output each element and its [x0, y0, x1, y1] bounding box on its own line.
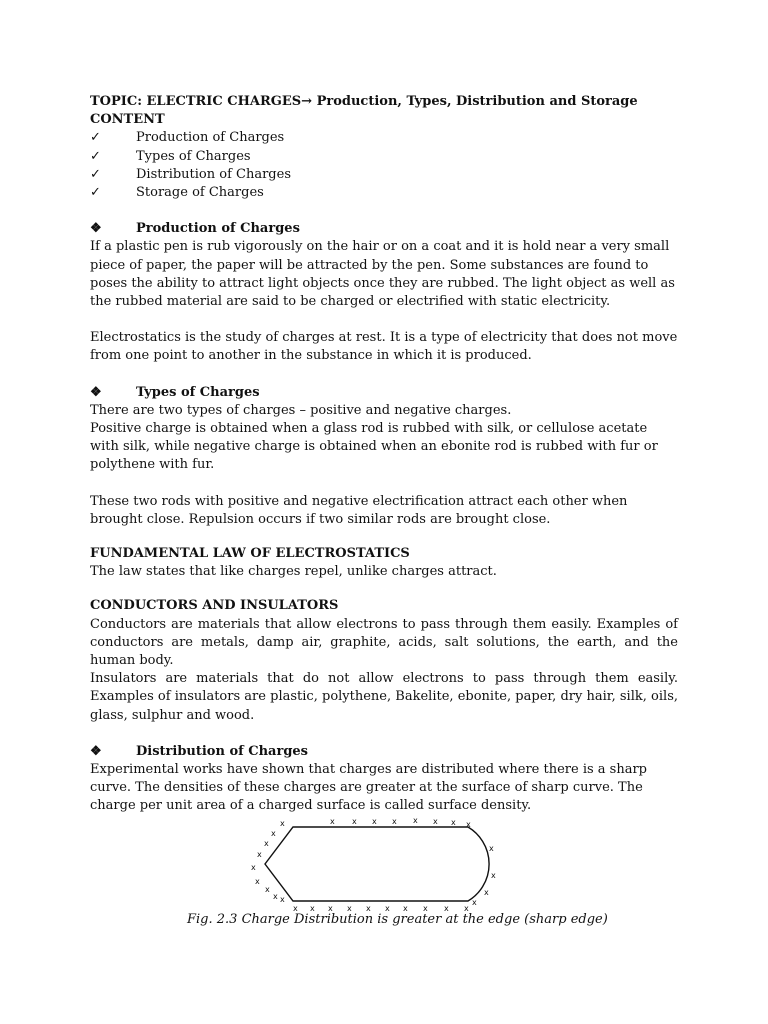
topic-line: TOPIC: ELECTRIC CHARGES→ Production, Types, Distribution and Storage — [90, 94, 638, 109]
paragraph: Experimental works have shown that charges are distributed where there is a sharp curve. The densities of these charges are greater at the surface of sharp curve. The charge per unit area of a charged surface is called surface density. — [90, 762, 647, 814]
charge-mark: x — [444, 904, 449, 912]
charge-mark: x — [413, 816, 418, 825]
charge-mark: x — [472, 898, 477, 907]
checkmark-icon: ✓ — [90, 184, 101, 200]
list-item-label: Production of Charges — [136, 130, 285, 146]
paragraph: Electrostatics is the study of charges at rest. It is a type of electricity that does not move from one point to another in the substance in which it is produced. — [90, 330, 678, 364]
charge-mark: x — [257, 850, 262, 859]
section-heading-label: Types of Charges — [136, 384, 260, 400]
charge-mark: x — [366, 904, 371, 912]
list-item — [90, 166, 678, 184]
charge-distribution-figure — [240, 812, 500, 912]
charge-mark: x — [464, 904, 469, 912]
charge-mark: x — [433, 817, 438, 826]
figure-caption: Fig. 2.3 Charge Distribution is greater at the edge (sharp edge) — [187, 912, 608, 927]
diamond-bullet-icon: ❖ — [90, 221, 102, 237]
checkmark-icon: ✓ — [90, 148, 101, 164]
list-item-label: Storage of Charges — [136, 184, 264, 200]
charge-mark: x — [271, 829, 276, 838]
charge-mark: x — [352, 817, 357, 826]
charge-mark: x — [372, 817, 377, 826]
checkmark-icon: ✓ — [90, 130, 101, 146]
list-item — [90, 129, 678, 147]
charge-mark: x — [491, 871, 496, 880]
paragraph: The law states that like charges repel, unlike charges attract. — [90, 564, 497, 580]
charge-mark: x — [466, 820, 471, 829]
diamond-bullet-icon: ❖ — [90, 743, 102, 759]
section-heading-conductors: CONDUCTORS AND INSULATORS — [90, 598, 339, 614]
charge-mark: x — [293, 904, 298, 912]
section-heading-fundamental-law: FUNDAMENTAL LAW OF ELECTROSTATICS — [90, 546, 410, 561]
charged-conductor-outline — [265, 827, 489, 901]
paragraph: There are two types of charges – positive and negative charges. — [90, 402, 512, 418]
charge-mark: x — [330, 817, 335, 826]
charge-mark: x — [273, 892, 278, 901]
paragraph: If a plastic pen is rub vigorously on the hair or on a coat and it is hold near a very small piece of paper, the paper will be attracted by the pen. Some substances are found to poses the ability to attract light objects once they are rubbed. The light object as well as the rubbed material are said to be charged or electrified with static electricity. — [90, 239, 675, 309]
charge-mark: x — [347, 904, 352, 912]
charge-marks — [251, 816, 496, 912]
paragraph: Conductors are materials that allow electrons to pass through them easily. Examples of conductors are metals, damp air, graphite, acids, salt solutions, the earth, and the human body. — [90, 616, 678, 669]
charge-mark: x — [489, 844, 494, 853]
list-item — [90, 148, 678, 166]
charge-mark: x — [451, 818, 456, 827]
checkmark-icon: ✓ — [90, 166, 101, 182]
section-heading-distribution — [90, 743, 678, 761]
charge-mark: x — [328, 904, 333, 912]
diamond-bullet-icon: ❖ — [90, 384, 102, 400]
charge-mark: x — [385, 904, 390, 912]
charge-mark: x — [264, 839, 269, 848]
charge-mark: x — [392, 817, 397, 826]
charge-mark: x — [280, 819, 285, 828]
section-heading-label: Production of Charges — [136, 221, 300, 237]
paragraph: Insulators are materials that do not allow electrons to pass through them easily. Examples of insulators are plastic, polythene, Bakelite, ebonite, paper, dry hair, silk, oils, glass, sulphur and wood. — [90, 671, 678, 723]
charge-mark: x — [265, 885, 270, 894]
charge-mark: x — [310, 904, 315, 912]
section-heading-types — [90, 384, 678, 402]
list-item-label: Distribution of Charges — [136, 166, 291, 182]
charge-mark: x — [423, 904, 428, 912]
charge-mark: x — [280, 895, 285, 904]
list-item — [90, 184, 678, 202]
list-item-label: Types of Charges — [136, 148, 251, 164]
content-list — [90, 129, 678, 202]
content-heading: CONTENT — [90, 112, 165, 128]
charge-mark: x — [484, 888, 489, 897]
paragraph: These two rods with positive and negative electrification attract each other when brought close. Repulsion occurs if two similar rods are brought close. — [90, 493, 628, 527]
charge-mark: x — [251, 863, 256, 872]
charge-mark: x — [255, 877, 260, 886]
section-heading-production — [90, 220, 678, 238]
section-heading-label: Distribution of Charges — [136, 743, 308, 759]
paragraph: Positive charge is obtained when a glass rod is rubbed with silk, or cellulose acetate with silk, while negative charge is obtained when an ebonite rod is rubbed with fur or polythene with fur. — [90, 420, 658, 473]
document-page — [90, 93, 678, 816]
charge-mark: x — [403, 904, 408, 912]
